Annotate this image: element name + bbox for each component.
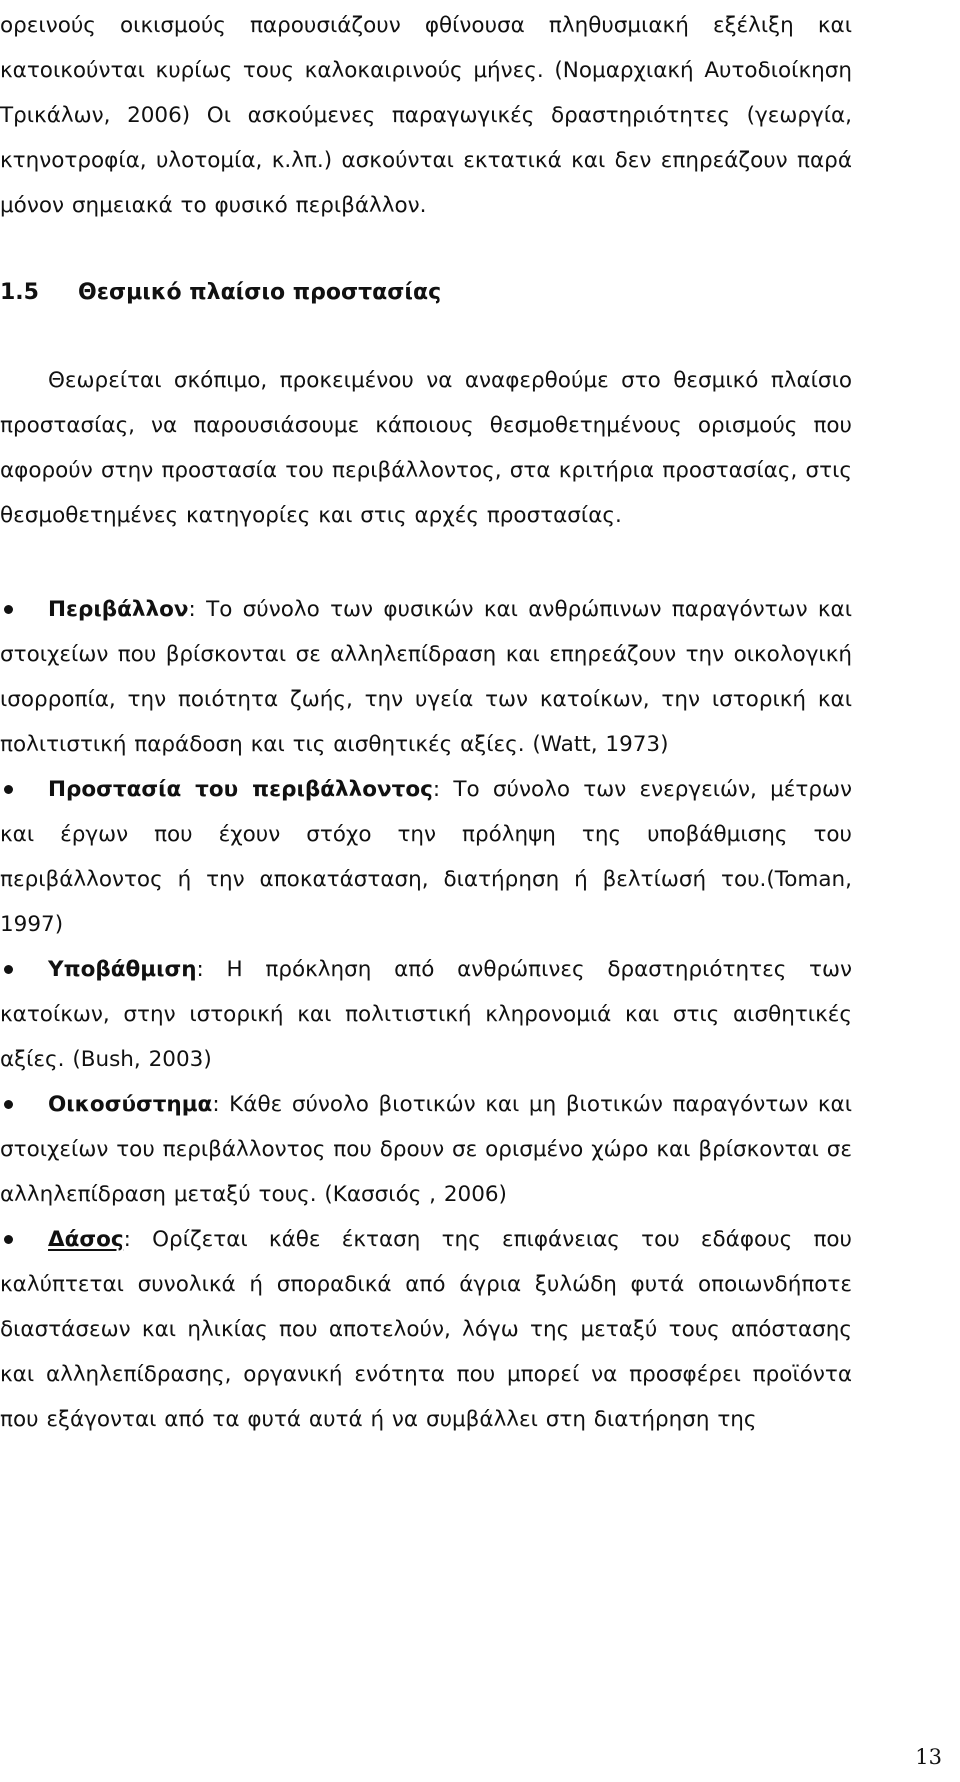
definition-body: : Το σύνολο των ενεργειών, μέτρων και έργων που έχουν στόχο την πρόληψη της υποβάθμισης του περιβάλλοντος ή την αποκατάσταση, διατήρηση ή βελτίωσή του.(Toman, 1997) bbox=[0, 777, 853, 937]
definition-item bbox=[0, 1217, 852, 1442]
intro-paragraph: ορεινούς οικισμούς παρουσιάζουν φθίνουσα πληθυσμιακή εξέλιξη και κατοικούνται κυρίως τους καλοκαιρινούς μήνες. (Νομαρχιακή Αυτοδιοίκηση Τρικάλων, 2006) Οι ασκούμενες παραγωγικές δραστηριότητες (γεωργία, κτηνοτροφία, υλοτομία, κ.λπ.) ασκούνται εκτατικά και δεν επηρεάζουν παρά μόνον σημειακά το φυσικό περιβάλλον. bbox=[0, 13, 852, 218]
definition-text bbox=[0, 947, 852, 1082]
definition-body: : Το σύνολο των φυσικών και ανθρώπινων παραγόντων και στοιχείων που βρίσκονται σε αλληλεπίδραση και επηρεάζουν την οικολογική ισορροπία, την ποιότητα ζωής, την υγεία των κατοίκων, την ιστορική και πολιτιστική παράδοση και τις αισθητικές αξίες. (Watt, 1973) bbox=[0, 597, 852, 757]
definition-item bbox=[0, 587, 852, 767]
section-heading bbox=[0, 270, 441, 315]
definition-body: : Η πρόκληση από ανθρώπινες δραστηριότητες των κατοίκων, στην ιστορική και πολιτιστική κληρονομιά και στις αισθητικές αξίες. (Bush, 2003) bbox=[0, 957, 852, 1072]
bullet-icon bbox=[4, 785, 13, 794]
page-number: 13 bbox=[915, 1745, 942, 1769]
bullet-icon bbox=[4, 1100, 13, 1109]
definition-text bbox=[0, 587, 852, 767]
definition-text bbox=[0, 767, 852, 947]
definition-item bbox=[0, 1082, 852, 1217]
bullet-icon bbox=[4, 1235, 13, 1244]
bullet-icon bbox=[4, 965, 13, 974]
section-title: Θεσμικό πλαίσιο προστασίας bbox=[78, 280, 442, 305]
definition-body: : Ορίζεται κάθε έκταση της επιφάνειας του εδάφους που καλύπτεται συνολικά ή σποραδικά από άγρια ξυλώδη φυτά οποιωνδήποτε διαστάσεων και ηλικίας που αποτελούν, λόγω της μεταξύ τους απόστασης και αλληλεπίδρασης, οργανική ενότητα που μπορεί να προσφέρει προϊόντα που εξάγονται από τα φυτά αυτά ή να συμβάλλει στη διατήρηση της bbox=[0, 1227, 852, 1432]
definition-term: Δάσος bbox=[48, 1227, 124, 1252]
definition-term: Υποβάθμιση bbox=[48, 957, 197, 982]
definition-text bbox=[0, 1082, 852, 1217]
bullet-icon bbox=[4, 605, 13, 614]
definition-item bbox=[0, 767, 852, 947]
definition-body: : Κάθε σύνολο βιοτικών και μη βιοτικών παραγόντων και στοιχείων του περιβάλλοντος που δρουν σε ορισμένο χώρο και βρίσκονται σε αλληλεπίδραση μεταξύ τους. (Κασσιός , 2006) bbox=[0, 1092, 852, 1207]
definition-term: Οικοσύστημα bbox=[48, 1092, 213, 1117]
section-intro-paragraph: Θεωρείται σκόπιμο, προκειμένου να αναφερθούμε στο θεσμικό πλαίσιο προστασίας, να παρουσιάσουμε κάποιους θεσμοθετημένους ορισμούς που αφορούν στην προστασία του περιβάλλοντος, στα κριτήρια προστασίας, στις θεσμοθετημένες κατηγορίες και στις αρχές προστασίας. bbox=[0, 368, 852, 528]
definition-term: Περιβάλλον bbox=[48, 597, 189, 622]
definition-term: Προστασία του περιβάλλοντος bbox=[48, 777, 433, 802]
section-number: 1.5 bbox=[0, 280, 39, 305]
definition-text bbox=[0, 1217, 852, 1442]
definition-item bbox=[0, 947, 852, 1082]
